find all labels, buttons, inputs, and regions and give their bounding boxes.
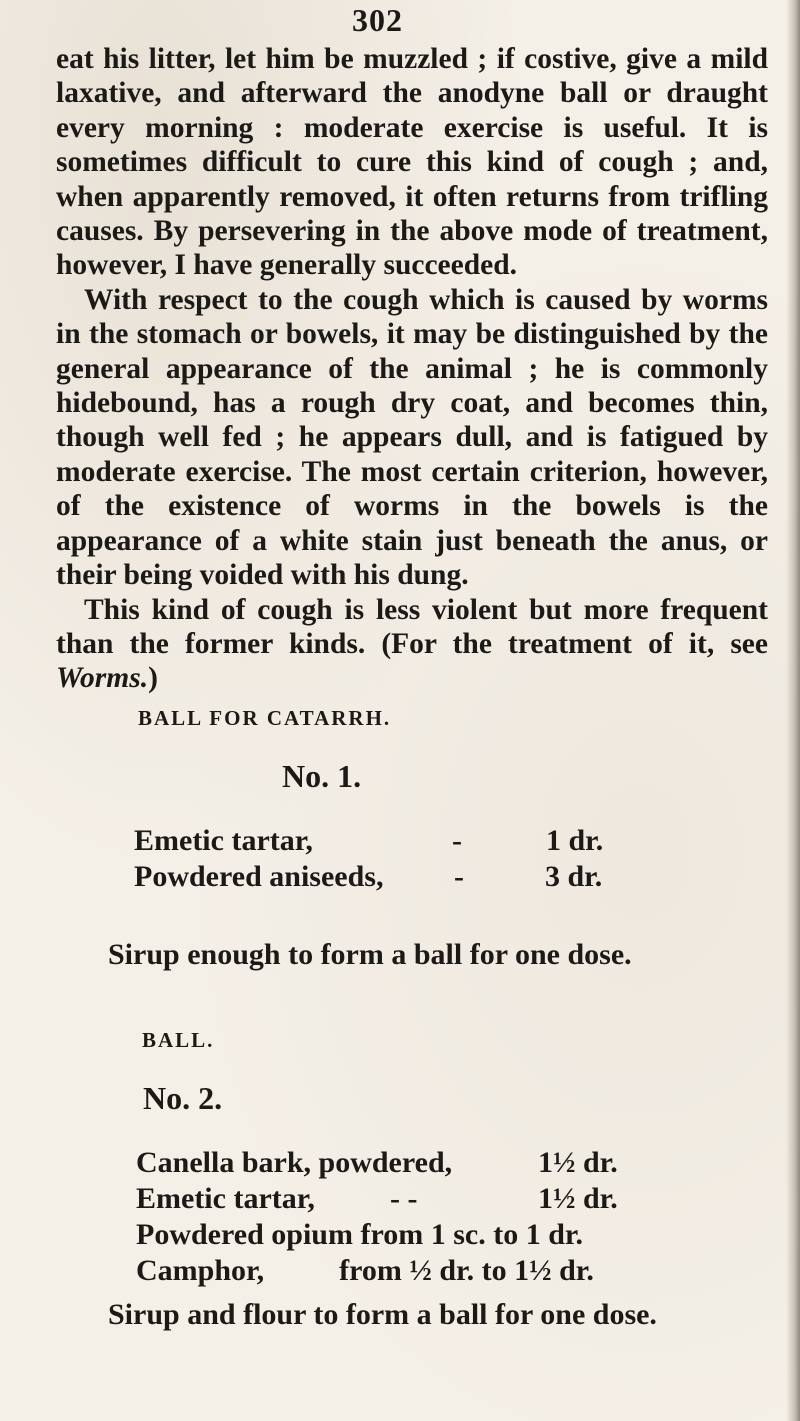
paragraph-muzzle-treatment: eat his litter, let him be muzzled ; if costive, give a mild laxative, and afterward the anodyne ball or draught every morning : moderate exercise is useful. It is sometimes difficult to cure this kind of cough ; and, when apparently removed, it often returns from trifling causes. By persevering in the above mode of treatment, however, I have generally succeeded. [56, 43, 768, 282]
ingredient-name: Emetic tartar, [134, 824, 313, 857]
ingredient-row [136, 1182, 696, 1218]
paragraph-worm-cough: With respect to the cough which is caused by worms in the stomach or bowels, it may be distinguished by the general appearance of the animal ; he is commonly hidebound, has a rough dry coat, and becomes thin, though well fed ; he appears dull, and is fatigued by moderate exercise. The most certain criterion, however, of the existence of worms in the bowels is the appearance of a white stain just beneath the anus, or their being voided with his dung. [56, 283, 768, 592]
paragraph-closing-paren: ) [148, 662, 158, 695]
ingredient-quantity: 1½ dr. [538, 1146, 618, 1179]
ingredient-dash: - [452, 824, 462, 857]
ingredient-quantity: 3 dr. [545, 860, 603, 893]
worms-reference: Worms. [56, 662, 149, 695]
ingredient-quantity: 1½ dr. [538, 1182, 618, 1215]
ingredient-name: Powdered aniseeds, [134, 860, 384, 893]
ingredient-name: Canella bark, powdered, [136, 1146, 453, 1179]
paragraph-cough-frequency-text: This kind of cough is less violent but more frequent than the former kinds. (For the treatment of it, see [56, 593, 768, 660]
recipe-directions-1: Sirup enough to form a ball for one dose. [108, 938, 632, 971]
ingredient-name: Powdered opium from 1 sc. to 1 dr. [136, 1218, 583, 1251]
recipe-directions-2: Sirup and flour to form a ball for one dose. [108, 1298, 657, 1331]
ingredient-row [136, 1218, 696, 1254]
ingredient-row [134, 860, 694, 896]
ingredient-dash: - [454, 860, 464, 893]
ingredient-row [134, 824, 694, 860]
recipe-number-1: No. 1. [282, 758, 362, 794]
page-number: 302 [352, 2, 403, 38]
ingredient-name: Emetic tartar, [136, 1182, 315, 1215]
ingredient-dash: - - [390, 1182, 418, 1215]
recipe-heading-ball: BALL. [142, 1028, 215, 1052]
ingredient-row [136, 1146, 696, 1182]
recipe-number-2: No. 2. [143, 1080, 223, 1116]
body-text [56, 42, 768, 696]
page-edge-shadow [786, 0, 800, 1421]
recipe-heading-catarrh: BALL FOR CATARRH. [138, 706, 392, 730]
ingredient-row [136, 1254, 696, 1290]
ingredient-quantity: 1 dr. [546, 824, 604, 857]
paragraph-cough-frequency [56, 593, 768, 696]
ingredient-name: Camphor, from ½ dr. to 1½ dr. [136, 1254, 594, 1287]
